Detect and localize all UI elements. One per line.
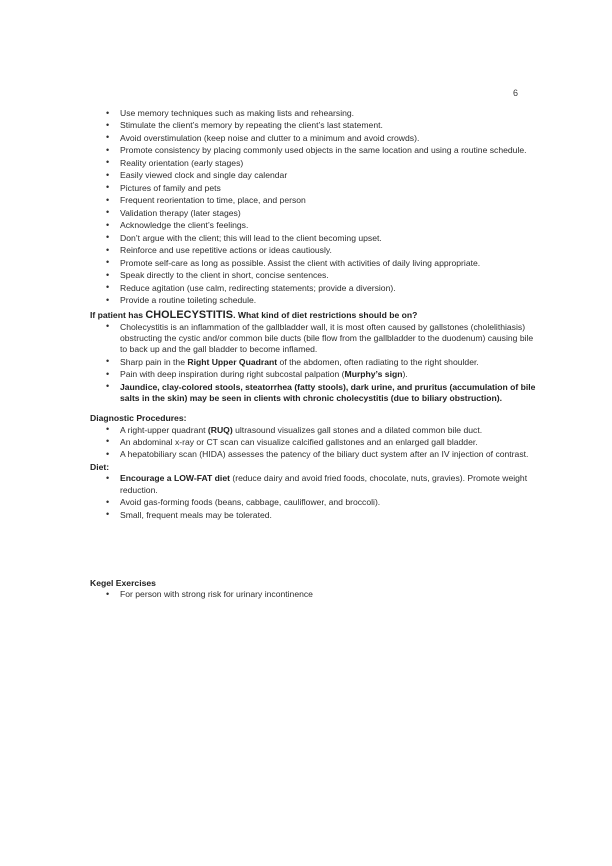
text-segment: Easily viewed clock and single day calendar	[120, 170, 288, 181]
bullet-list-item	[106, 232, 540, 244]
bullet-list-item	[106, 219, 540, 231]
bullet-list-item	[106, 169, 540, 181]
bullet-list-item	[106, 119, 540, 131]
bullet-list-item	[106, 107, 540, 119]
bullet-text	[120, 382, 535, 403]
bullet-list-item	[106, 356, 540, 368]
bold-text-segment: . What kind of diet restrictions should be on?	[233, 309, 418, 320]
text-segment: Speak directly to the client in short, concise sentences.	[120, 270, 329, 281]
bullet-text	[120, 270, 329, 280]
bullet-text	[120, 208, 241, 218]
bullet-text	[120, 195, 306, 205]
bullet-text	[120, 233, 382, 243]
text-segment: Frequent reorientation to time, place, and person	[120, 195, 306, 206]
cholecystitis-question-heading	[90, 309, 540, 322]
bullet-list-item	[106, 588, 540, 600]
bullet-icon: •	[106, 257, 110, 268]
cholecystitis-bullet-list	[90, 322, 540, 405]
text-segment: Validation therapy (later stages)	[120, 207, 241, 218]
bullet-text	[120, 437, 478, 447]
text-segment: Avoid overstimulation (keep noise and clutter to a minimum and avoid crowds).	[120, 132, 420, 143]
text-segment: Provide a routine toileting schedule.	[120, 295, 257, 306]
page-number: 6	[512, 88, 518, 98]
bullet-text	[120, 158, 243, 168]
bullet-icon: •	[106, 269, 110, 280]
bullet-list-item	[106, 448, 540, 460]
bullet-icon: •	[106, 219, 110, 230]
bullet-icon: •	[106, 207, 110, 218]
text-segment: Reality orientation (early stages)	[120, 157, 244, 168]
text-segment: ).	[402, 369, 408, 380]
bold-text-segment: Murphy’s sign	[344, 369, 403, 380]
bullet-icon: •	[106, 294, 110, 305]
bullet-list-item	[106, 496, 540, 508]
text-segment: Reinforce and use repetitive actions or ideas cautiously.	[120, 245, 332, 256]
bullet-list-item	[106, 269, 540, 281]
bullet-text	[120, 108, 354, 118]
bullet-text	[120, 449, 528, 459]
text-segment: An abdominal x-ray or CT scan can visualize calcified gallstones and an enlarged gall bladder.	[120, 436, 478, 447]
bullet-list-item	[106, 294, 540, 306]
bullet-icon: •	[106, 588, 110, 599]
bullet-text	[120, 357, 479, 367]
bullet-list-item	[106, 436, 540, 448]
bullet-text	[120, 220, 248, 230]
text-segment: A right-upper quadrant	[120, 424, 208, 435]
bullet-list-item	[106, 144, 540, 156]
text-segment: ultrasound visualizes gall stones and a dilated common bile duct.	[232, 424, 483, 435]
bullet-icon: •	[106, 356, 110, 367]
bullet-list-item	[106, 424, 540, 436]
memory-care-bullet-list	[90, 108, 540, 307]
diagnostic-procedures-bullet-list	[90, 425, 540, 461]
bullet-icon: •	[106, 157, 110, 168]
bullet-list-item	[106, 381, 540, 405]
bullet-list-item	[106, 182, 540, 194]
bullet-text	[120, 322, 533, 355]
text-segment: Pictures of family and pets	[120, 182, 221, 193]
text-segment: of the abdomen, often radiating to the right shoulder.	[277, 356, 479, 367]
bullet-text	[120, 245, 332, 255]
bullet-icon: •	[106, 182, 110, 193]
bullet-text	[120, 120, 383, 130]
bullet-icon: •	[106, 119, 110, 130]
bullet-icon: •	[106, 144, 110, 155]
bullet-icon: •	[106, 232, 110, 243]
text-segment: Sharp pain in the	[120, 356, 188, 367]
text-segment: Pain with deep inspiration during right subcostal palpation (	[120, 369, 345, 380]
text-segment: Don’t argue with the client; this will lead to the client becoming upset.	[120, 232, 382, 243]
bullet-list-item	[106, 132, 540, 144]
bullet-icon: •	[106, 436, 110, 447]
bullet-icon: •	[106, 132, 110, 143]
bullet-icon: •	[106, 368, 110, 379]
bullet-icon: •	[106, 107, 110, 118]
bullet-text	[120, 510, 272, 520]
bullet-icon: •	[106, 169, 110, 180]
bullet-text	[120, 497, 380, 507]
bullet-text	[120, 283, 396, 293]
bold-text-segment: Kegel Exercises	[90, 577, 156, 588]
bullet-text	[120, 133, 419, 143]
bullet-icon: •	[106, 509, 110, 520]
bullet-icon: •	[106, 321, 110, 332]
bullet-icon: •	[106, 194, 110, 205]
bullet-list-item	[106, 472, 540, 496]
bold-text-segment: If patient has	[90, 309, 146, 320]
bullet-icon: •	[106, 244, 110, 255]
bullet-icon: •	[106, 448, 110, 459]
bullet-list-item	[106, 244, 540, 256]
bullet-list-item	[106, 257, 540, 269]
bullet-icon: •	[106, 282, 110, 293]
kegel-exercises-heading	[90, 578, 540, 589]
text-segment: Promote consistency by placing commonly used objects in the same location and using a routine schedule.	[120, 145, 527, 156]
bold-text-segment: Encourage a LOW-FAT diet	[120, 473, 230, 484]
text-segment: Cholecystitis is an inflammation of the gallbladder wall, it is most often caused by gallstones (cholelithiasis) obstructing the cystic and/or common bile ducts (bile flow from the gallbladder to the duodenum) causing bile to back up and the gall bladder to become inflamed.	[120, 321, 534, 355]
bullet-text	[120, 295, 256, 305]
bullet-text	[120, 425, 482, 435]
text-segment: Acknowledge the client’s feelings.	[120, 220, 249, 231]
bullet-text	[120, 369, 408, 379]
text-segment: Use memory techniques such as making lists and rehearsing.	[120, 108, 355, 118]
bold-text-segment: Diet:	[90, 461, 110, 472]
text-segment: Small, frequent meals may be tolerated.	[120, 509, 272, 520]
bullet-list-item	[106, 509, 540, 521]
bullet-text	[120, 473, 527, 494]
text-segment: Stimulate the client’s memory by repeating the client’s last statement.	[120, 120, 383, 131]
bullet-list-item	[106, 194, 540, 206]
diagnostic-procedures-heading	[90, 413, 540, 424]
text-segment: Promote self-care as long as possible. Assist the client with activities of daily living appropriate.	[120, 257, 481, 268]
text-segment: Reduce agitation (use calm, redirecting statements; provide a diversion).	[120, 282, 396, 293]
bullet-text	[120, 589, 313, 599]
kegel-bullet-list	[90, 589, 540, 600]
text-segment: Avoid gas-forming foods (beans, cabbage, cauliflower, and broccoli).	[120, 497, 381, 508]
bold-text-segment: (RUQ)	[207, 424, 233, 435]
bullet-text	[120, 145, 527, 155]
bullet-icon: •	[106, 472, 110, 483]
diet-heading	[90, 462, 540, 473]
bullet-icon: •	[106, 424, 110, 434]
bold-text-segment: CHOLECYSTITIS	[145, 308, 234, 321]
bullet-icon: •	[106, 381, 110, 392]
diet-bullet-list	[90, 473, 540, 521]
bold-text-segment: Jaundice, clay-colored stools, steatorrhea (fatty stools), dark urine, and pruritus (accumulation of bile salts in the skin) may be seen in clients with chronic cholecystitis (due to biliary obstruction).	[120, 381, 536, 403]
bullet-icon: •	[106, 496, 110, 507]
bullet-list-item	[106, 157, 540, 169]
bold-text-segment: Diagnostic Procedures:	[90, 413, 187, 424]
bullet-list-item	[106, 282, 540, 294]
bullet-list-item	[106, 368, 540, 380]
bullet-list-item	[106, 321, 540, 356]
text-segment: (reduce dairy and avoid fried foods, chocolate, nuts, gravies). Promote weight reduction.	[120, 473, 528, 495]
bullet-text	[120, 170, 287, 180]
text-segment: A hepatobiliary scan (HIDA) assesses the patency of the biliary duct system after an IV injection of contrast.	[120, 449, 529, 460]
bullet-list-item	[106, 207, 540, 219]
bullet-text	[120, 183, 221, 193]
text-segment: For person with strong risk for urinary incontinence	[120, 589, 313, 600]
bullet-text	[120, 258, 480, 268]
bold-text-segment: Right Upper Quadrant	[187, 356, 278, 367]
